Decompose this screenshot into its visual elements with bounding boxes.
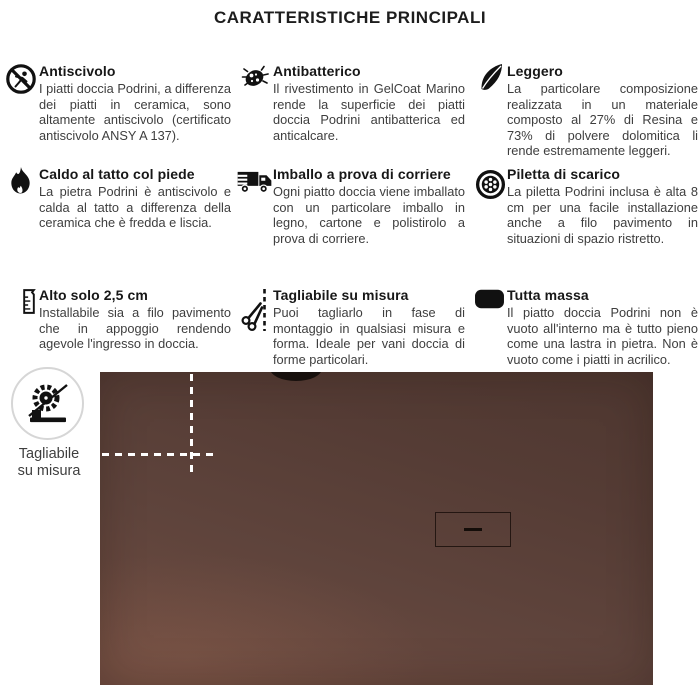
feature-title: Imballo a prova di corriere	[273, 166, 451, 182]
feature-title: Tagliabile su misura	[273, 287, 409, 303]
feature-leggero	[474, 63, 698, 159]
badge-label-line1: Tagliabile	[18, 446, 80, 462]
ruler-icon	[2, 287, 39, 352]
feature-title: Antibatterico	[273, 63, 361, 79]
feature-imballo	[236, 166, 465, 246]
feature-description: La piletta Podrini inclusa è alta 8 cm per una facile installazione anche a filo pavimento in situazioni di spazio ristretto.	[507, 184, 698, 246]
scissors-icon	[236, 287, 273, 367]
feature-description: La particolare composizione realizzata in un materiale composto al 27% di Resina e 73% di polvere dolomitica li rende estremamente leggeri.	[507, 81, 698, 159]
feature-antiscivolo	[2, 63, 231, 143]
cut-line-vertical	[190, 374, 193, 475]
feature-antibatterico	[236, 63, 465, 143]
drain-silhouette	[270, 372, 322, 381]
product-photo	[100, 372, 653, 685]
feature-title: Alto solo 2,5 cm	[39, 287, 148, 303]
cuttable-badge	[11, 367, 84, 440]
delivery-truck-icon	[236, 166, 273, 246]
feature-title: Piletta di scarico	[507, 166, 621, 182]
feature-description: Ogni piatto doccia viene imballato con un particolare imballo in legno, cartone e polistirolo a prova di corriere.	[273, 184, 465, 246]
feature-tutta-massa	[474, 287, 698, 367]
bacteria-icon	[236, 63, 273, 143]
feature-description: Il rivestimento in GelCoat Marino rende la superficie dei piatti doccia Podrini antibatterica ed anticalcare.	[273, 81, 465, 143]
badge-label-line2: su misura	[17, 462, 81, 479]
feature-caldo-al-tatto	[2, 166, 231, 231]
slab-icon	[474, 287, 507, 367]
feature-description: Installabile sia a filo pavimento che in appoggio rendendo agevole l'ingresso in doccia.	[39, 305, 231, 352]
feather-icon	[474, 63, 507, 159]
feature-title: Leggero	[507, 63, 563, 79]
feature-description: Puoi tagliarlo in fase di montaggio in qualsiasi misura e forma. Ideale per vani doccia di forme particolari.	[273, 305, 465, 367]
drain-icon	[474, 166, 507, 246]
feature-title: Tutta massa	[507, 287, 589, 303]
circular-saw-icon	[25, 381, 71, 427]
cut-line-horizontal	[102, 453, 215, 456]
feature-alto	[2, 287, 231, 352]
badge-label	[2, 446, 96, 479]
feature-title: Antiscivolo	[39, 63, 116, 79]
no-slip-icon	[2, 63, 39, 143]
feature-title: Caldo al tatto col piede	[39, 166, 195, 182]
drain-cover	[435, 512, 511, 547]
flame-icon	[2, 166, 39, 231]
feature-tagliabile	[236, 287, 465, 367]
page-title: CARATTERISTICHE PRINCIPALI	[213, 8, 487, 27]
feature-description: La pietra Podrini è antiscivolo e calda al tatto a differenza della ceramica che è fredda e liscia.	[39, 184, 231, 231]
feature-description: Il piatto doccia Podrini non è vuoto all'interno ma è tutto pieno come una lastra in pietra. Non è vuoto come i piatti in acrilico.	[507, 305, 698, 367]
feature-piletta	[474, 166, 698, 246]
drain-cover-handle	[464, 528, 482, 531]
feature-description: I piatti doccia Podrini, a differenza dei piatti in ceramica, sono altamente antiscivolo (certificato antiscivolo ANSY A 137).	[39, 81, 231, 143]
